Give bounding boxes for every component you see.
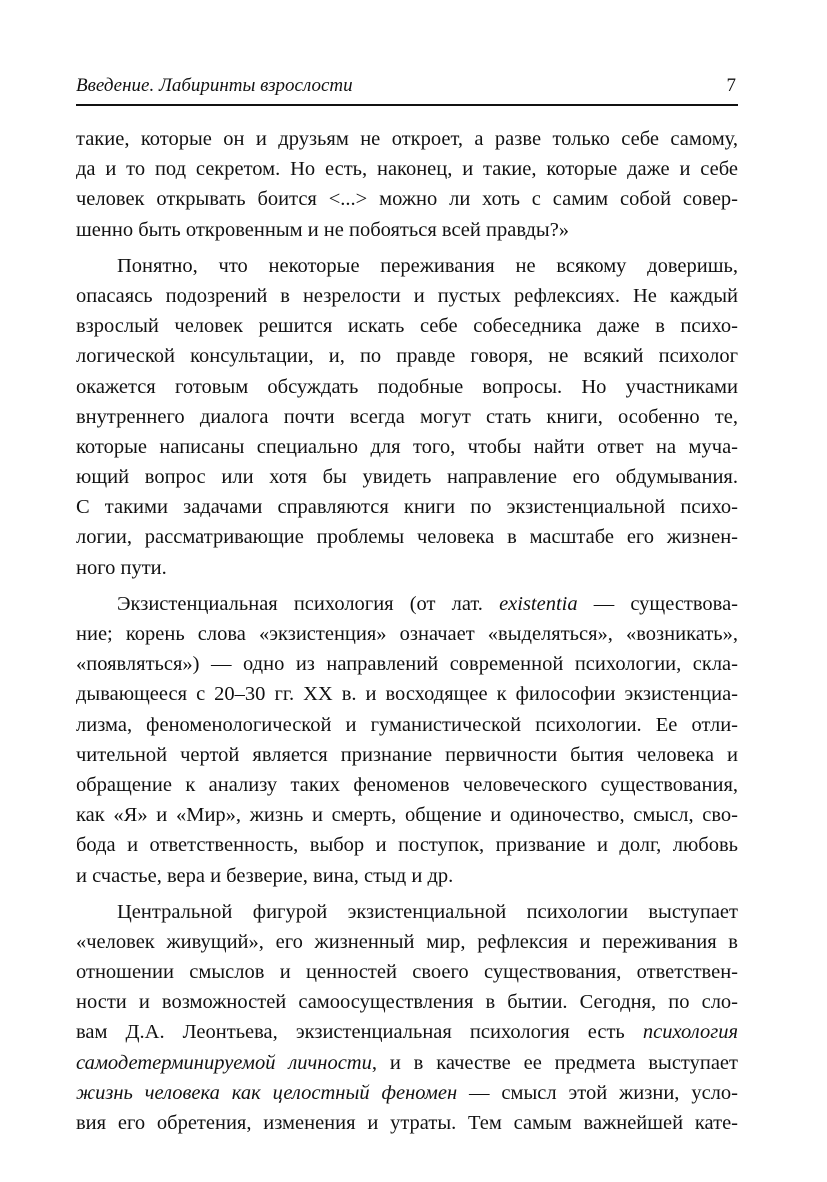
text-line: С такими задачами справляются книги по экзистенциальной психо- bbox=[76, 496, 738, 519]
text-line bbox=[76, 1017, 738, 1047]
running-header bbox=[76, 74, 738, 100]
text-line bbox=[76, 1078, 738, 1108]
text-line: бода и ответственность, выбор и поступок, призвание и долг, любовь bbox=[76, 834, 738, 857]
body-text bbox=[76, 124, 738, 1138]
text-line: лизма, феноменологической и гуманистической психологии. Ее отли- bbox=[76, 713, 738, 736]
text-line: «появляться») — одно из направлений современной психологии, скла- bbox=[76, 653, 738, 676]
text-line bbox=[76, 1048, 738, 1078]
emphasis: самодетерминируемой личности bbox=[76, 1051, 372, 1074]
text-line: да и то под секретом. Но есть, наконец, и такие, которые даже и себе bbox=[76, 158, 738, 181]
emphasis: жизнь человека как целостный феномен bbox=[76, 1081, 458, 1104]
header-rule bbox=[76, 104, 738, 106]
latin-term: existentia bbox=[499, 592, 578, 615]
text-line: как «Я» и «Мир», жизнь и смерть, общение и одиночество, смысл, сво- bbox=[76, 804, 738, 827]
text-line: ющий вопрос или хотя бы увидеть направление его обдумывания. bbox=[76, 466, 738, 489]
text-line: и счастье, вера и безверие, вина, стыд и др. bbox=[76, 864, 454, 887]
text-line: ности и возможностей самоосуществления в бытии. Сегодня, по сло- bbox=[76, 991, 738, 1014]
text-run: Экзистенциальная психология (от лат. bbox=[117, 592, 500, 615]
text-run: — существова- bbox=[577, 592, 739, 615]
text-line: отношении смыслов и ценностей своего существования, ответствен- bbox=[76, 961, 738, 984]
text-line: человек открывать боится <...> можно ли хоть с самим собой совер- bbox=[76, 188, 738, 211]
text-line: чительной чертой является признание первичности бытия человека и bbox=[76, 743, 738, 766]
text-run: , и в качестве ее предмета выступает bbox=[371, 1051, 738, 1074]
text-line: Центральной фигурой экзистенциальной психологии выступает bbox=[117, 900, 738, 923]
paragraph-3 bbox=[76, 589, 738, 891]
text-line: которые написаны специально для того, чтобы найти ответ на муча- bbox=[76, 435, 738, 458]
paragraph-1 bbox=[76, 124, 738, 245]
text-line: шенно быть откровенным и не побояться всей правды?» bbox=[76, 218, 570, 241]
running-title: Введение. Лабиринты взрослости bbox=[76, 75, 353, 96]
text-line: окажется готовым обсуждать подобные вопросы. Но участниками bbox=[76, 375, 738, 398]
text-line: логической консультации, и, по правде говоря, не всякий психолог bbox=[76, 345, 738, 368]
text-line: дывающееся с 20–30 гг. XX в. и восходящее к философии экзистенциа- bbox=[76, 683, 738, 706]
text-line: вия его обретения, изменения и утраты. Тем самым важнейшей кате- bbox=[76, 1112, 738, 1134]
text-line: ного пути. bbox=[76, 556, 167, 579]
text-line: взрослый человек решится искать себе собеседника даже в психо- bbox=[76, 315, 738, 338]
paragraph-4 bbox=[76, 897, 738, 1139]
text-line bbox=[76, 589, 738, 619]
text-run: вам Д.А. Леонтьева, экзистенциальная психология есть bbox=[76, 1021, 643, 1044]
text-line: ние; корень слова «экзистенция» означает «выделяться», «возникать», bbox=[76, 623, 738, 645]
text-run: — смысл этой жизни, усло- bbox=[457, 1081, 738, 1104]
text-line: обращение к анализу таких феноменов человеческого существования, bbox=[76, 773, 738, 796]
text-line: внутреннего диалога почти всегда могут стать книги, особенно те, bbox=[76, 405, 738, 428]
text-line: логии, рассматривающие проблемы человека в масштабе его жизнен- bbox=[76, 526, 738, 549]
emphasis: психология bbox=[642, 1021, 738, 1044]
page-number: 7 bbox=[726, 75, 736, 96]
text-line: «человек живущий», его жизненный мир, рефлексия и переживания в bbox=[76, 930, 738, 953]
text-line: такие, которые он и друзьям не откроет, а разве только себе самому, bbox=[76, 128, 738, 150]
paragraph-2 bbox=[76, 251, 738, 583]
text-line: Понятно, что некоторые переживания не всякому доверишь, bbox=[117, 254, 738, 277]
text-line: опасаясь подозрений в незрелости и пустых рефлексиях. Не каждый bbox=[76, 284, 738, 307]
